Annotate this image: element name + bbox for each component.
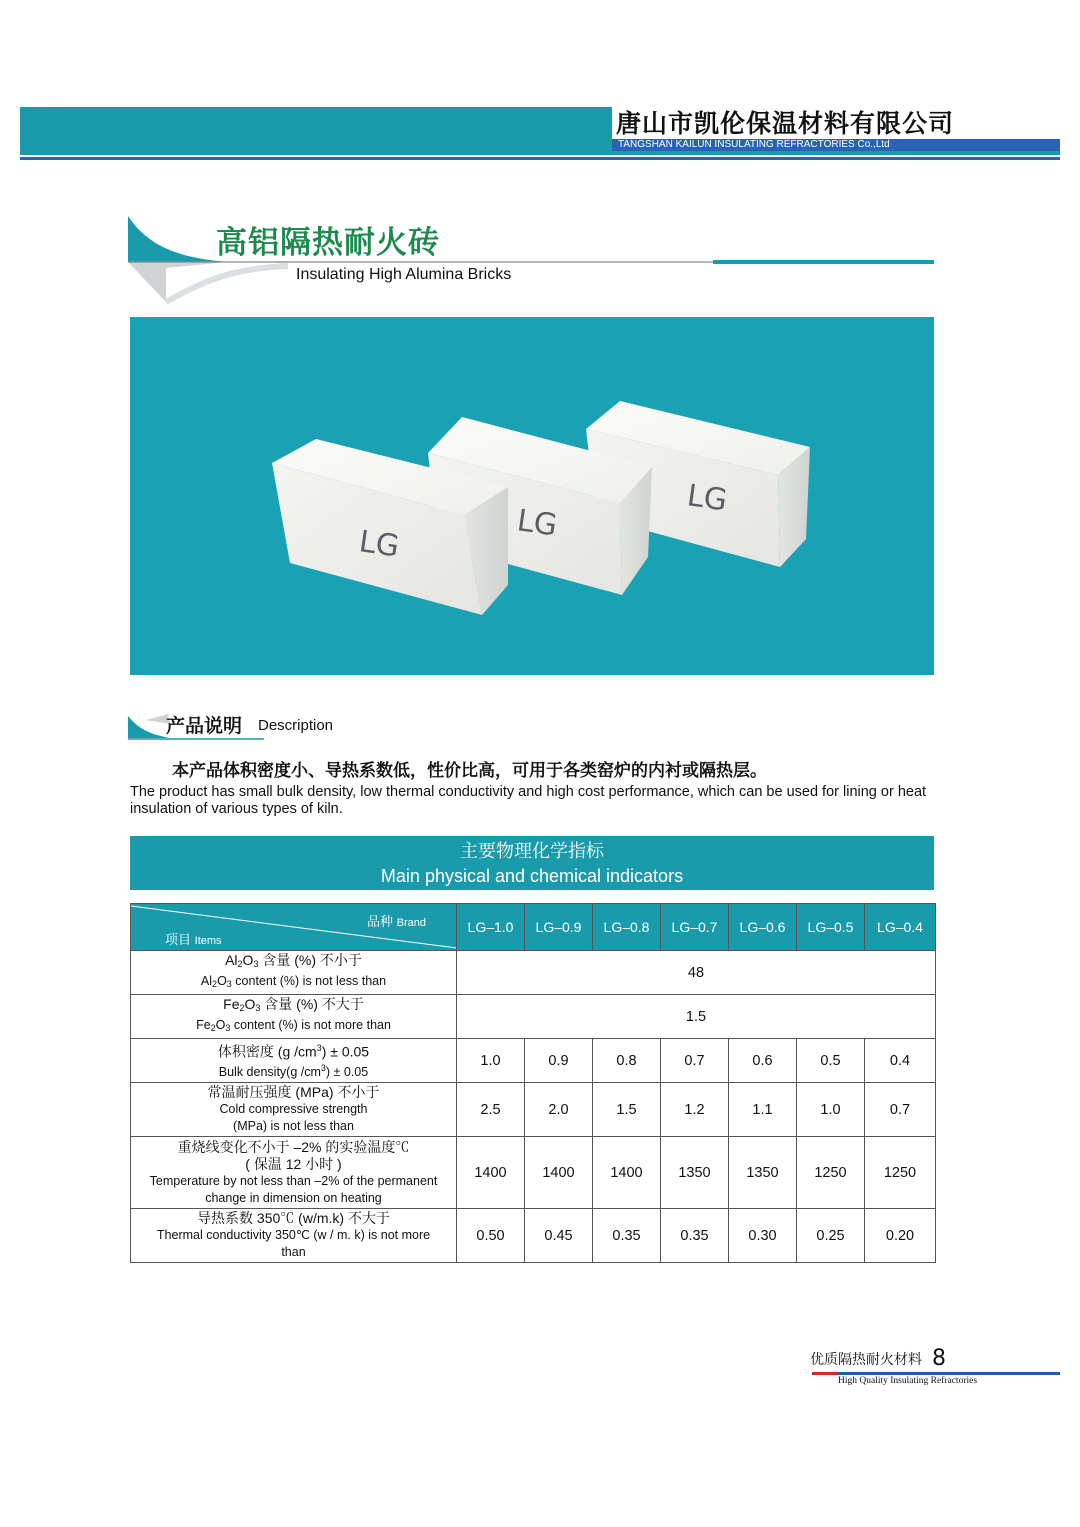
value-cell: 1400 <box>457 1137 525 1209</box>
brand-header: LG–0.9 <box>525 904 593 951</box>
indicators-banner-en: Main physical and chemical indicators <box>380 866 684 886</box>
value-cell: 1350 <box>729 1137 797 1209</box>
footer-rule-red <box>812 1372 838 1375</box>
description-text-cn: 本产品体积密度小、导热系数低，性价比高，可用于各类窑炉的内衬或隔热层。 <box>172 761 767 781</box>
row-label-al2o3: $Al_2O_3$ 含量 (%) 不小于 $Al_2O_3$ content (%) is not less than <box>131 951 457 995</box>
value-cell: 1400 <box>593 1137 661 1209</box>
footer-rule-blue <box>838 1372 1060 1375</box>
value-cell: 0.6 <box>729 1039 797 1083</box>
page-title-cn: 高铝隔热耐火砖 <box>216 225 440 261</box>
description-heading-cn: 产品说明 <box>166 715 243 737</box>
row-label-fe2o3: $Fe_2O_3$ 含量 (%) 不大于 $Fe_2O_3$ content (%) is not more than <box>131 995 457 1039</box>
value-cell-al2o3: 48 <box>457 951 936 995</box>
value-cell: 0.45 <box>525 1209 593 1263</box>
brand-header: LG–0.4 <box>865 904 936 951</box>
header-rule-blue <box>20 157 1060 160</box>
indicators-banner-cn: 主要物理化学指标 <box>460 841 604 862</box>
value-cell: 2.0 <box>525 1083 593 1137</box>
brick-2-mark: LG <box>514 503 560 544</box>
brick-3-mark: LG <box>684 478 730 519</box>
row-label-density: 体积密度 (g $/cm^3) \pm 0.05$ Bulk density(g $/cm^3) \pm 0.05$ <box>131 1039 457 1083</box>
page-title-en: Insulating High Alumina Bricks <box>296 266 512 283</box>
header-rule-teal <box>20 151 1060 155</box>
value-cell: 0.35 <box>661 1209 729 1263</box>
footer-tagline-cn: 优质隔热耐火材料 <box>810 1352 922 1368</box>
value-cell: 0.7 <box>661 1039 729 1083</box>
value-cell: 2.5 <box>457 1083 525 1137</box>
value-cell: 0.35 <box>593 1209 661 1263</box>
value-cell: 0.9 <box>525 1039 593 1083</box>
value-cell: 1.0 <box>797 1083 865 1137</box>
indicators-banner <box>130 836 934 890</box>
value-cell: 0.20 <box>865 1209 936 1263</box>
table-row <box>131 1039 936 1083</box>
value-cell: 1250 <box>797 1137 865 1209</box>
corner-brand-label: 品种 Brand <box>367 914 426 929</box>
value-cell: 1.2 <box>661 1083 729 1137</box>
corner-items-label: 项目 Items <box>165 932 222 947</box>
value-cell: 1.0 <box>457 1039 525 1083</box>
value-cell: 0.5 <box>797 1039 865 1083</box>
brick-1-mark: LG <box>356 524 402 565</box>
footer-tagline-en: High Quality Insulating Refractories <box>838 1376 978 1386</box>
row-label-strength: 常温耐压强度 (MPa) 不小于 Cold compressive strength (MPa) is not less than <box>131 1083 457 1137</box>
value-cell: 0.8 <box>593 1039 661 1083</box>
company-name-cn: 唐山市凯伦保温材料有限公司 <box>616 109 955 138</box>
table-row <box>131 1209 936 1263</box>
table-header-row <box>131 904 936 951</box>
table-row <box>131 1083 936 1137</box>
brand-header: LG–0.7 <box>661 904 729 951</box>
description-text-en: The product has small bulk density, low thermal conductivity and high cost performance, which can be used for lining or heat insulation of various types of kiln. <box>130 784 927 817</box>
table-row <box>131 995 936 1039</box>
value-cell: 0.7 <box>865 1083 936 1137</box>
value-cell: 0.4 <box>865 1039 936 1083</box>
value-cell: 0.25 <box>797 1209 865 1263</box>
table-corner-cell <box>131 904 457 951</box>
brand-header: LG–0.5 <box>797 904 865 951</box>
value-cell: 1.1 <box>729 1083 797 1137</box>
brand-header: LG–0.8 <box>593 904 661 951</box>
table-row <box>131 1137 936 1209</box>
brand-header: LG–0.6 <box>729 904 797 951</box>
value-cell-fe2o3: 1.5 <box>457 995 936 1039</box>
row-label-reheat: 重烧线变化不小于 –2% 的实验温度℃ ( 保温 12 小时 ) Temperature by not less than –2% of the permanent change in dimension on heating <box>131 1137 457 1209</box>
bricks-illustration <box>130 317 934 675</box>
value-cell: 0.30 <box>729 1209 797 1263</box>
brand-header: LG–1.0 <box>457 904 525 951</box>
product-photo <box>130 317 934 675</box>
page-number: 8 <box>932 1346 946 1371</box>
company-name-en: TANGSHAN KAILUN INSULATING REFRACTORIES Co.,Ltd <box>618 139 890 150</box>
value-cell: 1350 <box>661 1137 729 1209</box>
description-heading-en: Description <box>258 717 334 734</box>
row-label-conductivity: 导热系数 350℃ (w/m.k) 不大于 Thermal conductivity 350℃ (w / m. k) is not more than <box>131 1209 457 1263</box>
value-cell: 0.50 <box>457 1209 525 1263</box>
value-cell: 1.5 <box>593 1083 661 1137</box>
value-cell: 1250 <box>865 1137 936 1209</box>
header-teal-bar <box>20 107 612 151</box>
value-cell: 1400 <box>525 1137 593 1209</box>
spec-table <box>130 903 936 1263</box>
table-row <box>131 951 936 995</box>
